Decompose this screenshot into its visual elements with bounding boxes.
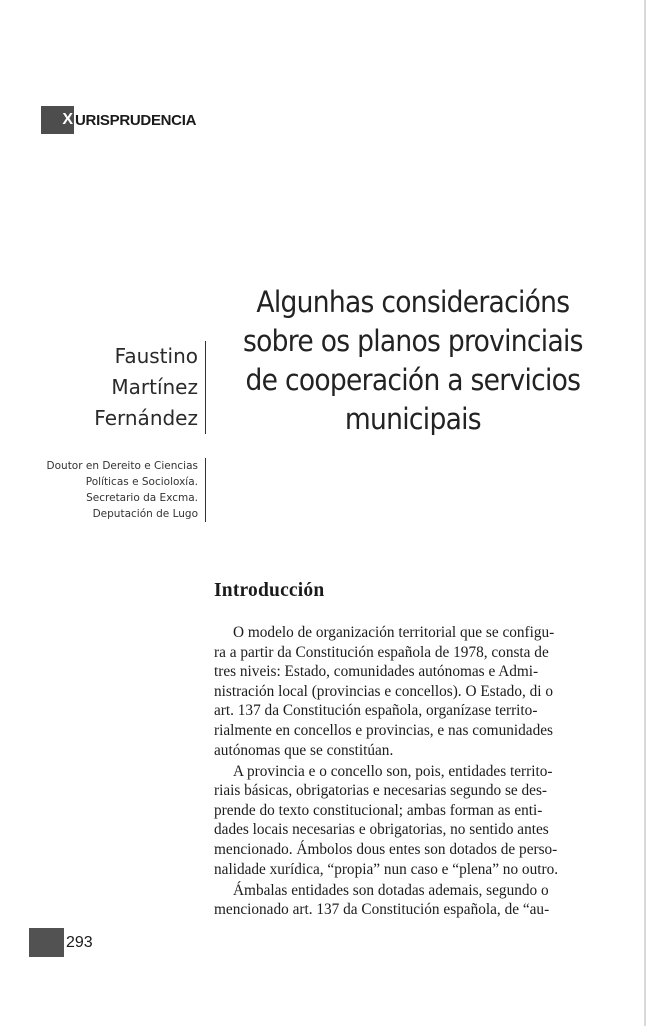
author-line: Martínez [111, 375, 198, 399]
text-line: mencionado art. 137 da Constitución española, de “au- [214, 901, 550, 919]
paragraph [214, 881, 595, 920]
page-number: 293 [66, 933, 93, 951]
text-line: O modelo de organización territorial que se configu- [233, 624, 555, 641]
text-line: A provincia e o concello son, pois, entidades territo- [233, 762, 553, 780]
affiliation-line: Políticas e Socioloxía. [85, 476, 198, 488]
paragraph [214, 762, 595, 880]
text-line: nistración local (provincias e concellos). O Estado, di o [214, 682, 553, 700]
affiliation-line: Deputación de Lugo [92, 508, 198, 520]
text-line: rialmente en concellos e provincias, e nas comunidades [214, 721, 553, 739]
text-line: prende do texto constitucional; ambas forman as enti- [214, 801, 543, 819]
author-name [94, 341, 206, 434]
page-number-box [29, 928, 64, 957]
section-label: URISPRUDENCIA [75, 111, 197, 129]
text-line: nalidade xurídica, “propia” nun caso e “plena” no outro. [214, 860, 559, 878]
text-line: autónomas que se constitúan. [214, 741, 394, 759]
title-line: de cooperación a servicios [245, 363, 581, 397]
title-line: Algunhas consideracións [256, 285, 570, 319]
text-line: tres niveis: Estado, comunidades autónomas e Admi- [214, 663, 539, 681]
section-heading: Introducción [214, 580, 325, 601]
text-line: dades locais necesarias e obrigatorias, no sentido antes [214, 821, 549, 839]
section-initial: X [41, 106, 74, 134]
text-line: riais básicas, obrigatorias e necesarias segundo se des- [214, 782, 548, 800]
text-line: ra a partir da Constitución española de 1978, consta de [214, 643, 549, 661]
body-text [214, 623, 595, 921]
affiliation-line: Doutor en Dereito e Ciencias [46, 460, 198, 472]
affiliation-line: Secretario da Excma. [86, 492, 198, 504]
author-line: Fernández [94, 406, 198, 430]
text-line: mencionado. Ámbolos dous entes son dotados de perso- [214, 841, 558, 859]
text-line: Ámbalas entidades son dotadas ademais, segundo o [233, 881, 549, 899]
article-title [214, 283, 612, 439]
page-footer [29, 928, 93, 957]
author-affiliation [47, 458, 206, 522]
title-line: municipais [344, 402, 481, 436]
author-line: Faustino [114, 344, 198, 368]
section-header [41, 106, 196, 134]
title-line: sobre os planos provinciais [243, 324, 583, 358]
text-line: art. 137 da Constitución española, organízase territo- [214, 702, 538, 720]
paragraph [214, 623, 595, 760]
